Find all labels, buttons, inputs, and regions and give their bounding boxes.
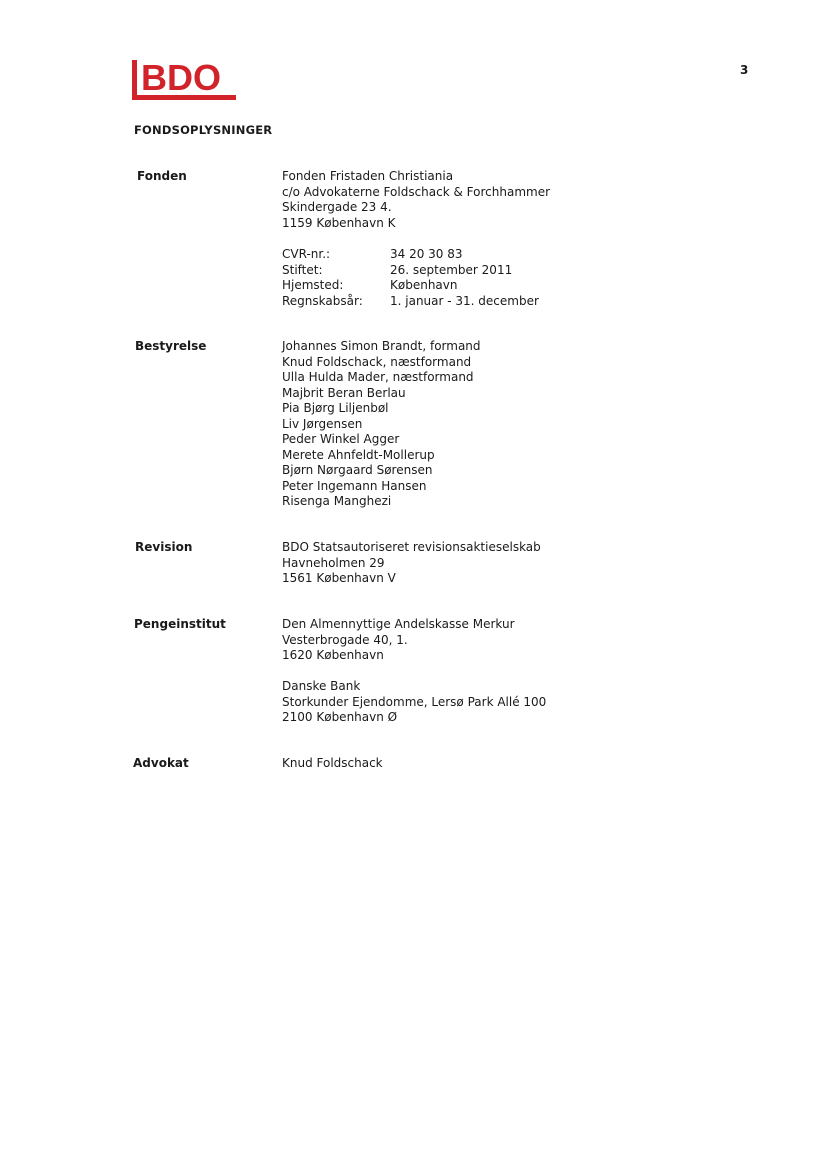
logo-text: BDO [141,58,221,98]
address-line: Danske Bank [282,679,361,693]
board-member: Pia Bjørg Liljenbøl [282,401,389,415]
label-pengeinstitut: Pengeinstitut [134,617,226,631]
advokat-name [282,756,383,772]
address-line: Havneholmen 29 [282,555,385,570]
fact-key: Hjemsted: [282,278,344,292]
fonden-address [282,169,550,231]
address-line: c/o Advokaterne Foldschack & Forchhammer [282,184,551,199]
bank-danske [282,679,546,726]
board-member: Risenga Manghezi [282,494,392,508]
revision-address [282,540,541,587]
address-line: Den Almennyttige Andelskasse Merkur [282,617,515,631]
fact-key: CVR-nr.: [282,247,331,261]
bdo-logo-graphic [132,58,236,102]
board-member: Ulla Hulda Mader, næstformand [282,370,474,384]
address-line: Vesterbrogade 40, 1. [282,632,408,647]
label-bestyrelse: Bestyrelse [135,339,207,353]
fact-row [282,278,539,294]
bank-merkur [282,617,515,664]
fact-row [282,294,539,310]
fact-value: 34 20 30 83 [390,247,463,261]
fact-value: København [390,278,458,292]
label-revision: Revision [135,540,193,554]
page-title: FONDSOPLYSNINGER [134,123,273,137]
board-member: Peder Winkel Agger [282,432,400,446]
fact-key: Stiftet: [282,262,323,277]
page-number: 3 [740,63,749,77]
board-member: Bjørn Nørgaard Sørensen [282,463,433,477]
board-member: Merete Ahnfeldt-Mollerup [282,447,435,462]
fact-key: Regnskabsår: [282,293,363,308]
bdo-logo [132,58,236,102]
fact-value: 1. januar - 31. december [390,293,539,308]
address-line: Storkunder Ejendomme, Lersø Park Allé 100 [282,694,547,709]
board-member: Majbrit Beran Berlau [282,385,406,400]
label-advokat: Advokat [133,756,189,770]
board-member: Johannes Simon Brandt, formand [282,339,481,353]
label-fonden: Fonden [137,169,187,183]
board-member: Liv Jørgensen [282,416,363,431]
fact-row [282,263,539,279]
fonden-facts [282,247,539,309]
fact-value: 26. september 2011 [390,262,513,277]
board-member: Knud Foldschack, næstformand [282,354,472,369]
fact-row [282,247,539,263]
address-line: Skindergade 23 4. [282,200,392,214]
address-line: BDO Statsautoriseret revisionsaktieselskab [282,540,541,554]
board-members [282,339,481,510]
lawyer-name: Knud Foldschack [282,756,383,770]
board-member: Peter Ingemann Hansen [282,478,427,493]
address-line: 1620 København [282,648,384,662]
address-line: Fonden Fristaden Christiania [282,169,454,183]
address-line: 2100 København Ø [282,710,398,724]
address-line: 1159 København K [282,215,396,230]
address-line: 1561 København V [282,571,396,585]
